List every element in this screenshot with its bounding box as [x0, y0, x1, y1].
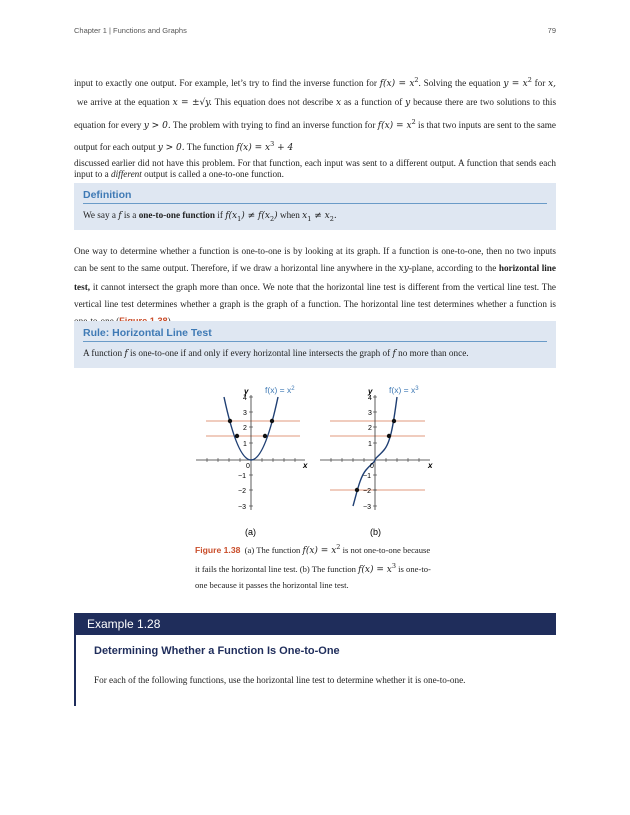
svg-text:−2: −2	[363, 488, 371, 495]
graph-a	[196, 385, 308, 537]
page-number: 79	[547, 26, 556, 35]
fn-label-a: $f(x) = x^2$	[265, 385, 295, 395]
point-a-3	[235, 434, 239, 438]
x-label-b: x	[428, 461, 433, 470]
svg-text:3: 3	[368, 410, 372, 417]
rule-box	[74, 321, 556, 368]
example-header	[74, 613, 556, 635]
chapter-title: Chapter 1 | Functions and Graphs	[74, 26, 187, 35]
rule-title: Rule: Horizontal Line Test	[83, 327, 547, 342]
math: $f(x) = x^2$	[379, 76, 419, 89]
fn-label-b: $f(x) = x^3$	[389, 385, 419, 395]
svg-text:−3: −3	[238, 504, 246, 511]
example-border	[74, 635, 76, 706]
running-header	[74, 26, 556, 35]
point-a-4	[263, 434, 267, 438]
graph-b	[320, 385, 433, 537]
figure-1-38	[0, 380, 630, 540]
example-title: Determining Whether a Function Is One-to-One	[94, 645, 340, 657]
svg-text:4: 4	[368, 395, 372, 402]
svg-text:0: 0	[370, 463, 374, 470]
point-b-2	[387, 434, 391, 438]
svg-text:2: 2	[243, 425, 247, 432]
intro-paragraph: input to exactly one output. For example, let’s try to find the inverse function for $f(x) = x^2$. Solving the equation $y = x^2$ for x, we arrive at the equation x = ±√y. This equation does not describe x as a function of y because there are two solutions to this equation for every y > 0. The problem with trying to find an inverse function for $f(x) = x^2$ is that two inputs are sent to the same output for each output y > 0. The function $f(x) = x^3 + 4$ discussed earlier did not have this problem. For that function, each input was sent to a different output. A function that sends each input to a different output is called a one-to-one function.	[74, 76, 557, 180]
hlt-paragraph: One way to determine whether a function is one-to-one is by looking at its graph. If a function is one-to-one, then no two inputs can be sent to the same output. Therefore, if we draw a horizontal line anywhere in the xy-plane, according to the horizontal line test, it cannot intersect the graph more than once. We note that the horizontal line test is different from the vertical line test. The vertical line test determines whether a graph is the graph of a function. The horizontal line test determines whether a function is	[74, 243, 556, 330]
point-a-1	[228, 419, 232, 423]
y-label-b: y	[368, 387, 373, 396]
svg-text:0: 0	[246, 463, 250, 470]
svg-text:1: 1	[243, 441, 247, 448]
rule-body: A function f is one-to-one if and only if every horizontal line intersects the graph of f no more than once.	[83, 348, 469, 359]
svg-text:4: 4	[243, 395, 247, 402]
definition-title: Definition	[83, 189, 547, 204]
svg-text:−3: −3	[363, 504, 371, 511]
x-label-a: x	[303, 461, 308, 470]
example-number: Example 1.28	[87, 617, 161, 631]
sublabel-a: (a)	[245, 527, 256, 537]
sublabel-b: (b)	[370, 527, 381, 537]
point-b-1	[392, 419, 396, 423]
svg-text:−1: −1	[238, 473, 246, 480]
point-a-2	[270, 419, 274, 423]
definition-box	[74, 183, 556, 230]
svg-text:−1: −1	[363, 473, 371, 480]
svg-text:3: 3	[243, 410, 247, 417]
figure-caption: Figure 1.38 (a) The function $f(x) = x^2$ is not one-to-one because it fails the horizontal line test. (b) The function $f(x) = x^3$ is one-to-one because it passes the horizontal line test.	[195, 543, 431, 590]
svg-text:2: 2	[368, 425, 372, 432]
example-prompt: For each of the following functions, use the horizontal line test to determine whether it is one-to-one.	[94, 675, 466, 685]
definition-body: We say a f is a one-to-one function if $f(x_1) \ne f(x_2)$ when $x_1 \ne x_2$.	[83, 210, 337, 223]
svg-text:1: 1	[368, 441, 372, 448]
y-label-a: y	[244, 387, 249, 396]
point-b-3	[355, 488, 359, 492]
svg-text:−2: −2	[238, 488, 246, 495]
